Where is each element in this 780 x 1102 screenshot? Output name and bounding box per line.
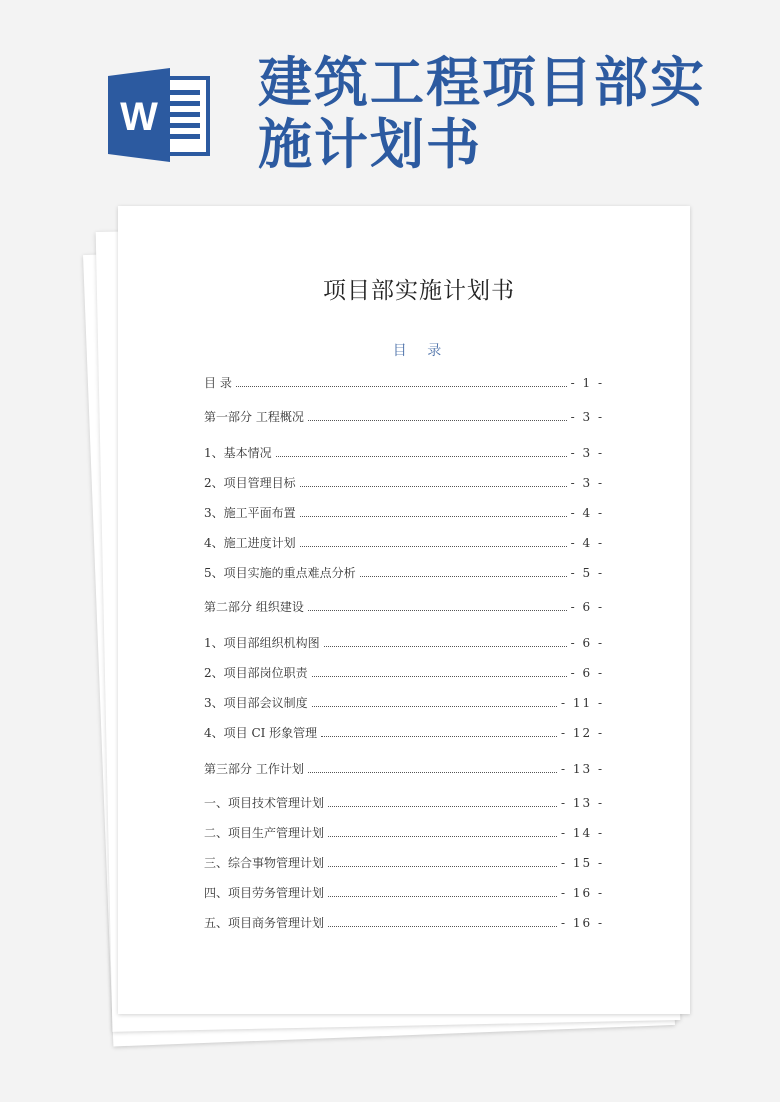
toc-entry[interactable] [204, 502, 604, 522]
toc-entry[interactable] [204, 372, 604, 392]
toc-entry[interactable] [204, 632, 604, 652]
toc-entry-label: 2、项目部岗位职责 [204, 666, 308, 680]
toc-page-number: - 1 - [570, 376, 604, 390]
toc-dot-leader [328, 822, 557, 837]
toc-entry[interactable] [204, 596, 604, 616]
toc-entry-label: 五、项目商务管理计划 [204, 916, 325, 930]
toc-page-number: - 13 - [560, 762, 604, 776]
toc-page-number: - 12 - [560, 726, 604, 740]
toc-entry-label: 1、基本情况 [204, 446, 272, 460]
toc-entry-label: 1、项目部组织机构图 [204, 636, 320, 650]
toc-entry-label: 第一部分 工程概况 [204, 410, 304, 424]
toc-dot-leader [276, 442, 567, 457]
toc-dot-leader [300, 472, 567, 487]
toc-entry[interactable] [204, 406, 604, 426]
toc-entry[interactable] [204, 532, 604, 552]
toc-dot-leader [321, 722, 557, 737]
toc-entry-label: 目 录 [204, 376, 232, 390]
toc-page-number: - 3 - [570, 410, 604, 424]
toc-entry[interactable] [204, 882, 604, 902]
toc-heading: 目 录 [392, 343, 450, 359]
toc-page-number: - 6 - [570, 600, 604, 614]
toc-page-number: - 3 - [570, 446, 604, 460]
toc-page-number: - 16 - [560, 916, 604, 930]
toc-dot-leader [236, 372, 567, 387]
toc-dot-leader [308, 596, 567, 611]
toc-entry[interactable] [204, 792, 604, 812]
toc-dot-leader [360, 562, 567, 577]
toc-dot-leader [300, 502, 567, 517]
toc-dot-leader [324, 632, 567, 647]
document-page [118, 206, 690, 1014]
toc-entry-label: 3、施工平面布置 [204, 506, 296, 520]
toc-entry-label: 4、施工进度计划 [204, 536, 296, 550]
toc-page-number: - 14 - [560, 826, 604, 840]
toc-page-number: - 3 - [570, 476, 604, 490]
document-title: 项目部实施计划书 [323, 278, 515, 304]
toc-entry[interactable] [204, 472, 604, 492]
word-document-icon [108, 68, 210, 162]
toc-page-number: - 6 - [570, 666, 604, 680]
toc-entry-label: 一、项目技术管理计划 [204, 796, 325, 810]
toc-dot-leader [308, 406, 567, 421]
toc-dot-leader [308, 758, 557, 773]
toc-entry[interactable] [204, 912, 604, 932]
toc-entry-label: 四、项目劳务管理计划 [204, 886, 325, 900]
toc-page-number: - 6 - [570, 636, 604, 650]
word-logo-letter: W [120, 95, 158, 139]
toc-entry-label: 2、项目管理目标 [204, 476, 296, 490]
toc-dot-leader [328, 852, 557, 867]
toc-entry-label: 5、项目实施的重点难点分析 [204, 566, 356, 580]
toc-page-number: - 4 - [570, 506, 604, 520]
toc-entry[interactable] [204, 722, 604, 742]
toc-dot-leader [328, 912, 557, 927]
toc-page-number: - 16 - [560, 886, 604, 900]
toc-page-number: - 11 - [560, 696, 604, 710]
toc-entry-label: 第二部分 组织建设 [204, 600, 304, 614]
toc-entry-label: 4、项目 CI 形象管理 [204, 726, 318, 740]
toc-entry[interactable] [204, 562, 604, 582]
toc-entry-label: 第三部分 工作计划 [204, 762, 304, 776]
toc-entry[interactable] [204, 822, 604, 842]
toc-page-number: - 4 - [570, 536, 604, 550]
toc-dot-leader [312, 692, 557, 707]
toc-dot-leader [300, 532, 567, 547]
toc-page-number: - 15 - [560, 856, 604, 870]
toc-page-number: - 5 - [570, 566, 604, 580]
toc-dot-leader [328, 792, 557, 807]
toc-entry[interactable] [204, 758, 604, 778]
toc-entry[interactable] [204, 692, 604, 712]
toc-dot-leader [328, 882, 557, 897]
toc-page-number: - 13 - [560, 796, 604, 810]
toc-entry[interactable] [204, 662, 604, 682]
toc-entry-label: 3、项目部会议制度 [204, 696, 308, 710]
toc-entry-label: 三、综合事物管理计划 [204, 856, 325, 870]
page-title: 建筑工程项目部实施计划书 [258, 51, 706, 176]
toc-entry[interactable] [204, 852, 604, 872]
toc-entry-label: 二、项目生产管理计划 [204, 826, 325, 840]
toc-entry[interactable] [204, 442, 604, 462]
toc-dot-leader [312, 662, 567, 677]
